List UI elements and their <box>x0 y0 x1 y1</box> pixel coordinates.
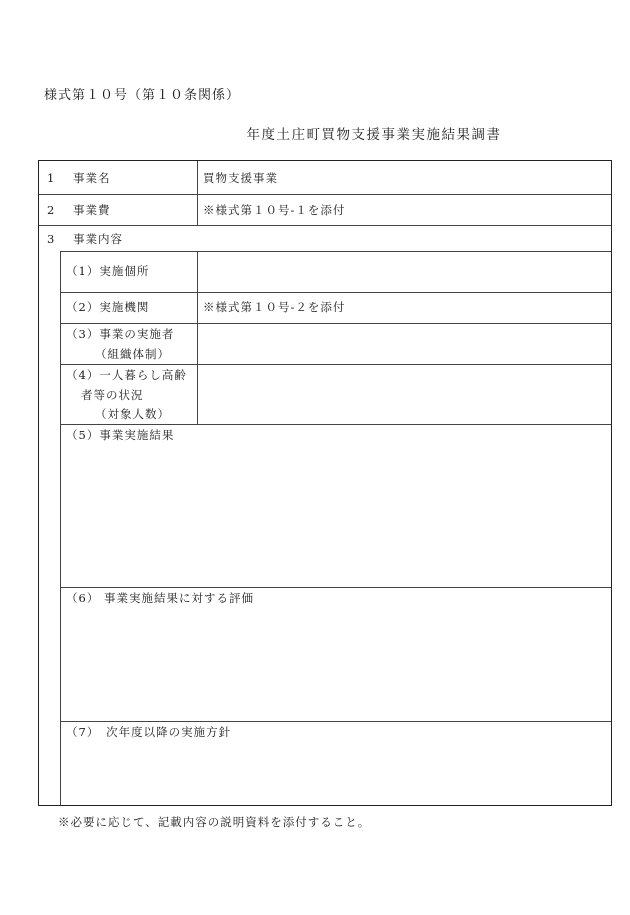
location-label: （1）実施個所 <box>66 264 150 278</box>
indent-column-divider <box>60 251 61 805</box>
label-column-divider <box>197 161 198 225</box>
results-label: （5）事業実施結果 <box>66 428 175 442</box>
form-table <box>38 160 612 806</box>
next-year-policy-label: （7） 次年度以降の実施方針 <box>66 725 232 739</box>
implementer-label: （組織体制） <box>95 347 170 361</box>
label-column-divider <box>197 251 198 424</box>
document-title: 年度土庄町買物支援事業実施結果調書 <box>246 127 502 143</box>
row-number: 1 <box>47 171 56 185</box>
business-cost-label: 事業費 <box>73 203 111 217</box>
business-content-label: 事業内容 <box>73 232 123 246</box>
business-name-value[interactable]: 買物支援事業 <box>203 171 278 185</box>
agency-label: （2）実施機関 <box>66 300 150 314</box>
row-divider <box>60 292 611 293</box>
business-name-label: 事業名 <box>73 171 111 185</box>
attachment-note: ※必要に応じて、記載内容の説明資料を添付すること。 <box>58 815 371 829</box>
evaluation-label: （6） 事業実施結果に対する評価 <box>66 591 254 605</box>
row-number: 3 <box>47 232 56 246</box>
agency-value[interactable]: ※様式第１０号-２を添付 <box>203 300 346 314</box>
implementer-label: （3）事業の実施者 <box>66 327 175 341</box>
row-number: 2 <box>47 203 56 217</box>
elderly-status-label: （対象人数） <box>95 407 170 421</box>
elderly-status-label: 者等の状況 <box>81 388 144 402</box>
row-divider <box>39 194 611 195</box>
form-number: 様式第１０号（第１０条関係） <box>44 88 241 103</box>
row-divider <box>39 225 611 226</box>
elderly-status-label: （4）一人暮らし高齢 <box>66 368 187 382</box>
row-divider <box>60 251 611 252</box>
business-cost-value[interactable]: ※様式第１０号-１を添付 <box>203 203 346 217</box>
